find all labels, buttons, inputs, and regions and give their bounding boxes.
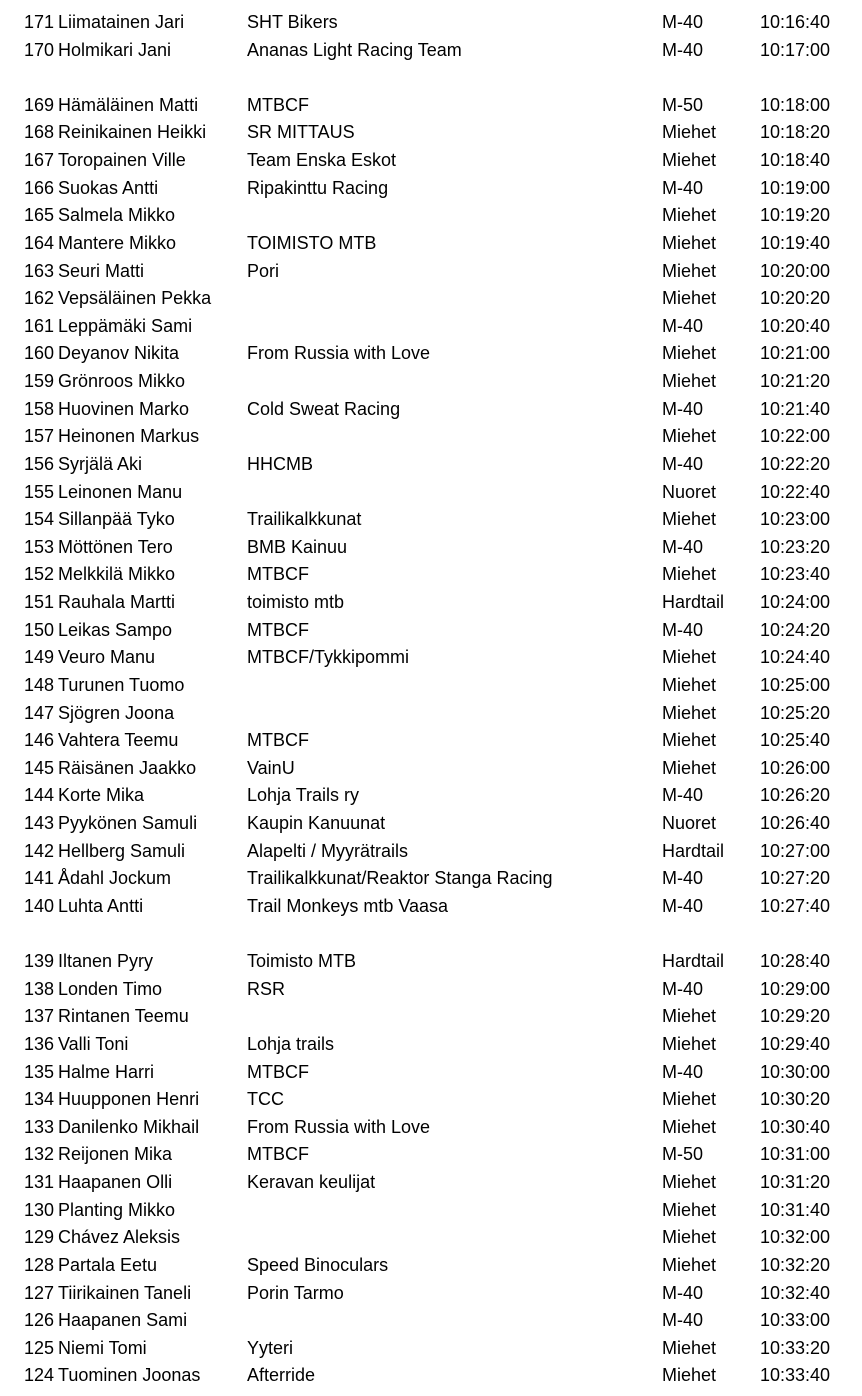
rider-name: Turunen Tuomo — [58, 674, 185, 695]
table-row — [0, 396, 862, 424]
race-class: M-40 — [662, 895, 704, 916]
race-class: M-40 — [662, 12, 704, 32]
start-time: 10:29:20 — [760, 1006, 831, 1027]
start-number: 138 — [23, 978, 54, 999]
start-number: 169 — [23, 94, 54, 115]
race-class: Miehet — [662, 1116, 717, 1137]
race-class: M-40 — [662, 1282, 704, 1303]
table-row — [0, 865, 862, 893]
start-time: 10:22:20 — [760, 453, 831, 474]
start-number: 170 — [23, 39, 54, 60]
table-row — [0, 755, 862, 783]
rider-name: Holmikari Jani — [58, 39, 172, 60]
start-number: 159 — [23, 371, 54, 392]
table-row — [0, 423, 862, 451]
rider-name: Londen Timo — [58, 978, 163, 999]
rider-name: Huupponen Henri — [58, 1089, 200, 1110]
race-class: M-40 — [662, 619, 704, 640]
start-time: 10:17:00 — [760, 39, 831, 60]
rider-name: Veuro Manu — [58, 647, 156, 668]
team-name: Kaupin Kanuunat — [247, 812, 386, 833]
table-row — [0, 617, 862, 645]
table-row — [0, 672, 862, 700]
start-number: 158 — [23, 398, 54, 419]
start-time: 10:27:00 — [760, 840, 831, 861]
table-row — [0, 1114, 862, 1142]
table-row — [0, 9, 862, 37]
start-number: 141 — [23, 868, 54, 889]
start-time: 10:30:40 — [760, 1116, 831, 1137]
table-row — [0, 1362, 862, 1390]
team-name: Lohja Trails ry — [247, 785, 360, 806]
table-row — [0, 92, 862, 120]
team-name: From Russia with Love — [247, 343, 431, 364]
team-name: Toimisto MTB — [247, 951, 357, 972]
start-number: 124 — [23, 1365, 54, 1386]
rider-name: Toropainen Ville — [58, 150, 186, 171]
race-class: Miehet — [662, 1227, 717, 1248]
table-row — [0, 258, 862, 286]
start-time: 10:18:00 — [760, 94, 831, 115]
race-class: Miehet — [662, 730, 717, 751]
table-row — [0, 727, 862, 755]
start-time: 10:33:00 — [760, 1310, 831, 1331]
rider-name: Vahtera Teemu — [58, 730, 179, 751]
rider-name: Reinikainen Heikki — [58, 122, 207, 143]
table-row — [0, 175, 862, 203]
table-row — [0, 1224, 862, 1252]
team-name: MTBCF — [247, 564, 309, 585]
start-number: 163 — [23, 260, 54, 281]
start-number: 164 — [23, 232, 54, 253]
table-row — [0, 948, 862, 976]
team-name: TOIMISTO MTB — [247, 232, 377, 253]
start-number: 136 — [23, 1033, 54, 1054]
race-class: M-40 — [662, 39, 704, 60]
race-class: M-40 — [662, 315, 704, 336]
race-class: M-40 — [662, 453, 704, 474]
rider-name: Liimatainen Jari — [58, 12, 185, 32]
table-row — [0, 313, 862, 341]
race-class: M-40 — [662, 536, 704, 557]
start-time: 10:19:40 — [760, 232, 831, 253]
team-name: Speed Binoculars — [247, 1254, 389, 1275]
start-time: 10:31:00 — [760, 1144, 831, 1165]
team-name: BMB Kainuu — [247, 536, 348, 557]
start-time: 10:30:00 — [760, 1061, 831, 1082]
table-row — [0, 506, 862, 534]
start-number: 150 — [23, 619, 54, 640]
start-number: 140 — [23, 895, 54, 916]
start-time: 10:32:00 — [760, 1227, 831, 1248]
start-time: 10:18:40 — [760, 150, 831, 171]
rider-name: Haapanen Olli — [58, 1172, 173, 1193]
race-class: Miehet — [662, 205, 717, 226]
race-class: M-40 — [662, 177, 704, 198]
rider-name: Möttönen Tero — [58, 536, 173, 557]
start-number: 162 — [23, 288, 54, 309]
table-row — [0, 340, 862, 368]
race-class: Miehet — [662, 1199, 717, 1220]
start-time: 10:19:00 — [760, 177, 831, 198]
start-number: 133 — [23, 1116, 54, 1137]
rider-name: Sillanpää Tyko — [58, 509, 175, 530]
table-row — [0, 893, 862, 921]
rider-name: Leikas Sampo — [58, 619, 173, 640]
rider-name: Danilenko Mikhail — [58, 1116, 200, 1137]
team-name: MTBCF/Tykkipommi — [247, 647, 409, 668]
team-name: MTBCF — [247, 619, 309, 640]
start-time: 10:29:40 — [760, 1033, 831, 1054]
team-name: Pori — [247, 260, 280, 281]
table-row — [0, 589, 862, 617]
race-class: Miehet — [662, 288, 717, 309]
team-name: Cold Sweat Racing — [247, 398, 401, 419]
table-row — [0, 561, 862, 589]
team-name: Porin Tarmo — [247, 1282, 344, 1303]
race-class: Hardtail — [662, 840, 725, 861]
rider-name: Partala Eetu — [58, 1254, 158, 1275]
start-number: 148 — [23, 674, 54, 695]
table-row — [0, 230, 862, 258]
rider-name: Suokas Antti — [58, 177, 159, 198]
race-class: Miehet — [662, 1254, 717, 1275]
start-number: 127 — [23, 1282, 54, 1303]
team-name: MTBCF — [247, 1144, 309, 1165]
race-class: M-40 — [662, 1061, 704, 1082]
rider-name: Hämäläinen Matti — [58, 94, 199, 115]
race-class: Miehet — [662, 232, 717, 253]
start-number: 151 — [23, 592, 54, 613]
race-class: Miehet — [662, 260, 717, 281]
rider-name: Chávez Aleksis — [58, 1227, 181, 1248]
start-time: 10:24:00 — [760, 592, 831, 613]
table-row — [0, 1141, 862, 1169]
rider-name: Luhta Antti — [58, 895, 144, 916]
race-class: Miehet — [662, 509, 717, 530]
team-name: TCC — [247, 1089, 284, 1110]
race-class: Nuoret — [662, 812, 717, 833]
rider-name: Pyykönen Samuli — [58, 812, 198, 833]
start-number: 156 — [23, 453, 54, 474]
start-time: 10:20:00 — [760, 260, 831, 281]
start-time: 10:32:20 — [760, 1254, 831, 1275]
start-number: 137 — [23, 1006, 54, 1027]
team-name: SR MITTAUS — [247, 122, 355, 143]
team-name: Yyteri — [247, 1337, 294, 1358]
rider-name: Mantere Mikko — [58, 232, 177, 253]
team-name: Trailikalkkunat/Reaktor Stanga Racing — [247, 868, 553, 889]
team-name: toimisto mtb — [247, 592, 345, 613]
start-number: 129 — [23, 1227, 54, 1248]
rider-name: Vepsäläinen Pekka — [58, 288, 212, 309]
start-time: 10:24:40 — [760, 647, 831, 668]
team-name: Keravan keulijat — [247, 1172, 376, 1193]
race-class: Miehet — [662, 757, 717, 778]
race-class: Miehet — [662, 343, 717, 364]
table-row — [0, 479, 862, 507]
rider-name: Syrjälä Aki — [58, 453, 143, 474]
start-time: 10:18:20 — [760, 122, 831, 143]
race-class: Miehet — [662, 371, 717, 392]
table-row — [0, 147, 862, 175]
race-class: M-50 — [662, 94, 704, 115]
rider-name: Leppämäki Sami — [58, 315, 193, 336]
start-time: 10:20:40 — [760, 315, 831, 336]
team-name: Alapelti / Myyrätrails — [247, 840, 409, 861]
start-number: 134 — [23, 1089, 54, 1110]
race-class: Miehet — [662, 1006, 717, 1027]
race-class: Hardtail — [662, 592, 725, 613]
table-row — [0, 1197, 862, 1225]
start-number: 154 — [23, 509, 54, 530]
start-time: 10:19:20 — [760, 205, 831, 226]
start-number: 131 — [23, 1172, 54, 1193]
table-row — [0, 534, 862, 562]
rider-name: Ådahl Jockum — [58, 868, 172, 889]
start-time: 10:26:00 — [760, 757, 831, 778]
start-time: 10:23:20 — [760, 536, 831, 557]
table-row — [0, 368, 862, 396]
table-row — [0, 285, 862, 313]
rider-name: Haapanen Sami — [58, 1310, 188, 1331]
table-row — [0, 782, 862, 810]
rider-name: Valli Toni — [58, 1033, 129, 1054]
start-number: 147 — [23, 702, 54, 723]
rider-name: Planting Mikko — [58, 1199, 176, 1220]
team-name: RSR — [247, 978, 286, 999]
rider-name: Tuominen Joonas — [58, 1365, 201, 1386]
race-class: Miehet — [662, 1337, 717, 1358]
start-time: 10:23:40 — [760, 564, 831, 585]
table-row — [0, 202, 862, 230]
start-number: 135 — [23, 1061, 54, 1082]
start-time: 10:30:20 — [760, 1089, 831, 1110]
race-class: Miehet — [662, 1365, 717, 1386]
table-row — [0, 976, 862, 1004]
table-row — [0, 1169, 862, 1197]
table-row — [0, 451, 862, 479]
start-number: 168 — [23, 122, 54, 143]
start-number: 126 — [23, 1310, 54, 1331]
start-time: 10:25:20 — [760, 702, 831, 723]
start-number: 155 — [23, 481, 54, 502]
table-row — [0, 1280, 862, 1308]
start-time: 10:31:20 — [760, 1172, 831, 1193]
team-name: Ripakinttu Racing — [247, 177, 389, 198]
start-time: 10:33:40 — [760, 1365, 831, 1386]
team-name: MTBCF — [247, 730, 309, 751]
start-time: 10:25:00 — [760, 674, 831, 695]
rider-name: Salmela Mikko — [58, 205, 176, 226]
rider-name: Niemi Tomi — [58, 1337, 147, 1358]
start-number: 125 — [23, 1337, 54, 1358]
start-number: 166 — [23, 177, 54, 198]
start-time: 10:26:40 — [760, 812, 831, 833]
rider-name: Seuri Matti — [58, 260, 145, 281]
team-name: Ananas Light Racing Team — [247, 39, 462, 60]
team-name: From Russia with Love — [247, 1116, 431, 1137]
start-time: 10:27:20 — [760, 868, 831, 889]
race-class: Miehet — [662, 426, 717, 447]
team-name: Trailikalkkunat — [247, 509, 362, 530]
rider-name: Korte Mika — [58, 785, 145, 806]
start-number: 142 — [23, 840, 54, 861]
table-row — [0, 644, 862, 672]
race-class: Miehet — [662, 122, 717, 143]
start-number: 130 — [23, 1199, 54, 1220]
start-time: 10:22:40 — [760, 481, 831, 502]
rider-name: Halme Harri — [58, 1061, 155, 1082]
team-name: VainU — [247, 757, 295, 778]
rider-name: Grönroos Mikko — [58, 371, 186, 392]
rider-name: Rintanen Teemu — [58, 1006, 189, 1027]
rider-name: Iltanen Pyry — [58, 951, 154, 972]
rider-name: Hellberg Samuli — [58, 840, 186, 861]
table-row — [0, 700, 862, 728]
table-row — [0, 1059, 862, 1087]
start-time: 10:21:40 — [760, 398, 831, 419]
race-class: Miehet — [662, 1033, 717, 1054]
race-class: Miehet — [662, 564, 717, 585]
start-number: 143 — [23, 812, 54, 833]
start-time: 10:24:20 — [760, 619, 831, 640]
table-row — [0, 838, 862, 866]
rider-name: Sjögren Joona — [58, 702, 175, 723]
start-number: 139 — [23, 951, 54, 972]
team-name: MTBCF — [247, 1061, 309, 1082]
start-time: 10:31:40 — [760, 1199, 831, 1220]
start-time: 10:29:00 — [760, 978, 831, 999]
team-name: MTBCF — [247, 94, 309, 115]
race-class: M-40 — [662, 785, 704, 806]
table-row — [0, 1307, 862, 1335]
start-time: 10:21:20 — [760, 371, 831, 392]
table-row — [0, 1031, 862, 1059]
start-number: 153 — [23, 536, 54, 557]
start-time: 10:28:40 — [760, 951, 831, 972]
start-number: 161 — [23, 315, 54, 336]
race-class: Miehet — [662, 647, 717, 668]
table-row — [0, 37, 862, 65]
rider-name: Leinonen Manu — [58, 481, 183, 502]
start-time: 10:32:40 — [760, 1282, 831, 1303]
race-class: Miehet — [662, 1172, 717, 1193]
start-time: 10:26:20 — [760, 785, 831, 806]
start-time: 10:25:40 — [760, 730, 831, 751]
start-number: 132 — [23, 1144, 54, 1165]
start-time: 10:16:40 — [760, 12, 831, 32]
start-number: 152 — [23, 564, 54, 585]
rider-name: Räisänen Jaakko — [58, 757, 197, 778]
start-number: 171 — [23, 12, 54, 32]
table-row — [0, 1252, 862, 1280]
start-number: 160 — [23, 343, 54, 364]
table-row — [0, 810, 862, 838]
table-row — [0, 1003, 862, 1031]
race-class: M-40 — [662, 868, 704, 889]
start-number: 165 — [23, 205, 54, 226]
race-class: Miehet — [662, 674, 717, 695]
race-class: Miehet — [662, 1089, 717, 1110]
start-number: 144 — [23, 785, 54, 806]
rider-name: Heinonen Markus — [58, 426, 200, 447]
rider-name: Huovinen Marko — [58, 398, 190, 419]
race-class: M-50 — [662, 1144, 704, 1165]
race-class: M-40 — [662, 978, 704, 999]
race-class: M-40 — [662, 398, 704, 419]
team-name: Lohja trails — [247, 1033, 335, 1054]
team-name: SHT Bikers — [247, 12, 338, 32]
start-time: 10:23:00 — [760, 509, 831, 530]
start-time: 10:33:20 — [760, 1337, 831, 1358]
start-time: 10:27:40 — [760, 895, 831, 916]
start-time: 10:21:00 — [760, 343, 831, 364]
rider-name: Deyanov Nikita — [58, 343, 180, 364]
start-number: 157 — [23, 426, 54, 447]
team-name: Trail Monkeys mtb Vaasa — [247, 895, 449, 916]
start-number: 149 — [23, 647, 54, 668]
race-class: Nuoret — [662, 481, 717, 502]
start-number: 145 — [23, 757, 54, 778]
race-class: Hardtail — [662, 951, 725, 972]
table-row — [0, 119, 862, 147]
start-number: 146 — [23, 730, 54, 751]
start-number: 128 — [23, 1254, 54, 1275]
start-time: 10:22:00 — [760, 426, 831, 447]
table-row — [0, 1335, 862, 1363]
rider-name: Tiirikainen Taneli — [58, 1282, 192, 1303]
team-name: Team Enska Eskot — [247, 150, 397, 171]
rider-name: Rauhala Martti — [58, 592, 176, 613]
table-row — [0, 1086, 862, 1114]
rider-name: Reijonen Mika — [58, 1144, 173, 1165]
race-class: Miehet — [662, 702, 717, 723]
team-name: Afterride — [247, 1365, 316, 1386]
start-number: 167 — [23, 150, 54, 171]
start-time: 10:20:20 — [760, 288, 831, 309]
rider-name: Melkkilä Mikko — [58, 564, 176, 585]
race-class: M-40 — [662, 1310, 704, 1331]
team-name: HHCMB — [247, 453, 313, 474]
race-class: Miehet — [662, 150, 717, 171]
